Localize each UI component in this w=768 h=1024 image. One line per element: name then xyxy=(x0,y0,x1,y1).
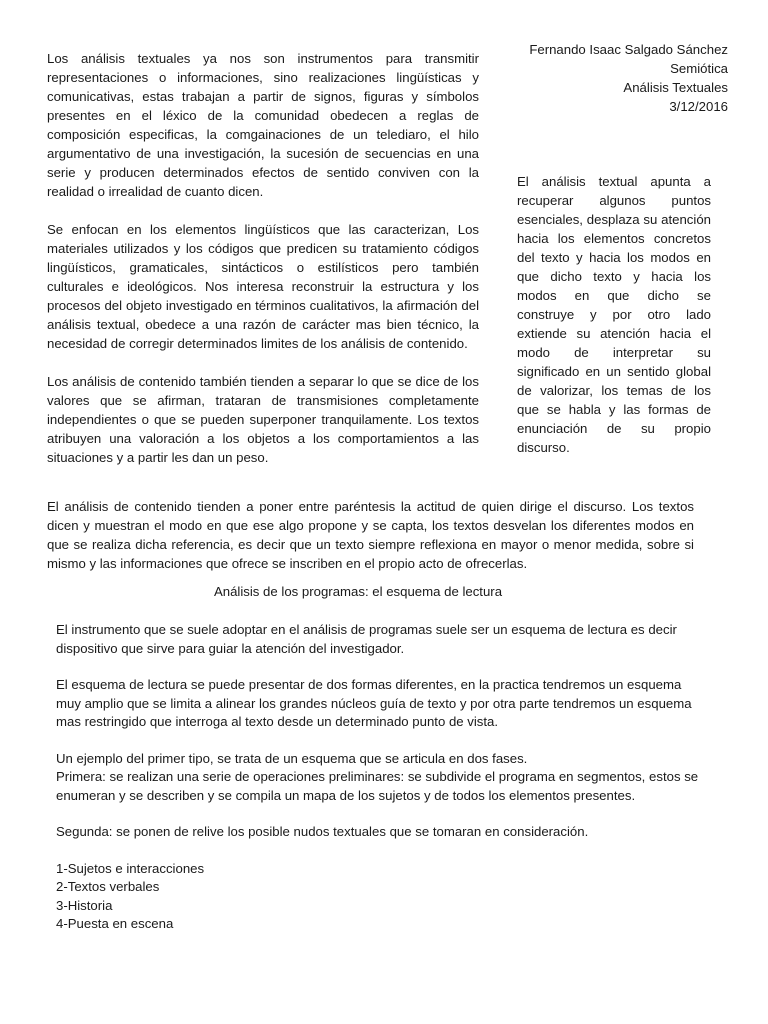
author-name: Fernando Isaac Salgado Sánchez xyxy=(529,42,728,57)
paragraph xyxy=(56,750,706,806)
list-item: 4-Puesta en escena xyxy=(56,916,174,931)
list-item: 1-Sujetos e interacciones xyxy=(56,860,205,876)
lower-section xyxy=(56,621,706,934)
list-item: 2-Textos verbales xyxy=(56,879,160,894)
document-title: Análisis Textuales xyxy=(623,80,728,95)
paragraph: El análisis textual apunta a recuperar algunos puntos esenciales, desplaza su atención hacia los elementos concretos del texto y hacia los modos en que dicho texto y hacia los modos en que dicho se construye y por otro lado extiende su atención hacia el modo de interpretar su significado en un sentido global de valorizar, los temas de los que se habla y las formas de enunciación de su propio discurso. xyxy=(517,174,711,455)
subject-name: Semiótica xyxy=(670,61,728,76)
document-date: 3/12/2016 xyxy=(669,99,728,114)
left-column xyxy=(47,49,479,486)
paragraph: Los análisis textuales ya nos son instrumentos para transmitir representaciones o informaciones, sino realizaciones lingüísticas y comunicativas, estas trabajan a partir de signos, figuras y símbolos presentes en el léxico de la comunidad obedecen a reglas de composición especificas, la comgainaciones de un telediaro, el hilo argumentativo de una investigación, la sucesión de secuencias en una serie y producen determinados efectos de sentido conviven con la realidad o irrealidad de cuanto dicen. xyxy=(47,51,479,199)
paragraph: Los análisis de contenido también tienden a separar lo que se dice de los valores que se afirman, trataran de transmisiones completamente independientes o que se pueden superponer tranquilamente. Los textos atribuyen una valoración a los objetos a los comportamientos a las situaciones y a partir les dan un peso. xyxy=(47,374,479,465)
list-item: 3-Historia xyxy=(56,897,113,913)
paragraph-line: Primera: se realizan una serie de operaciones preliminares: se subdivide el programa en segmentos, estos se enumeran y se describen y se compila un mapa de los sujetos y de todos los elementos presentes. xyxy=(56,769,699,803)
paragraph-line: Un ejemplo del primer tipo, se trata de un esquema que se articula en dos fases. xyxy=(56,750,528,766)
right-column xyxy=(517,172,711,457)
paragraph: El instrumento que se suele adoptar en el análisis de programas suele ser un esquema de lectura es decir dispositivo que sirve para guiar la atención del investigador. xyxy=(56,622,677,656)
paragraph: El análisis de contenido tienden a poner entre paréntesis la actitud de quien dirige el discurso. Los textos dicen y muestran el modo en que ese algo propone y se capta, los textos desvelan los diferentes modos en que se realiza dicha referencia, es decir que un texto siempre reflexiona en mayor o menor medida, sobre si mismo y las informaciones que ofrece se inscriben en el propio acto de ofrecerlas. xyxy=(47,499,694,571)
section-title: Análisis de los programas: el esquema de lectura xyxy=(213,584,503,599)
paragraph: Segunda: se ponen de relive los posible nudos textuales que se tomaran en consideración. xyxy=(56,824,589,839)
numbered-list xyxy=(56,860,706,934)
paragraph: El esquema de lectura se puede presentar de dos formas diferentes, en la practica tendremos un esquema muy amplio que se limita a alinear los grandes núcleos guía de texto y por otra parte tendremos un esquema mas restringido que interroga al texto desde un determinado punto de vista. xyxy=(56,677,692,729)
paragraph: Se enfocan en los elementos lingüísticos que las caracterizan, Los materiales utilizados y los códigos que predicen su tratamiento códigos lingüísticos, gramaticales, sintácticos o estilísticos pero también culturales e ideológicos. Nos interesa reconstruir la estructura y los procesos del objeto investigado en términos cualitativos, la afirmación del análisis textual, obedece a una razón de carácter mas bien técnico, la necesidad de corregir determinados limites de los análisis de contenido. xyxy=(47,222,479,351)
